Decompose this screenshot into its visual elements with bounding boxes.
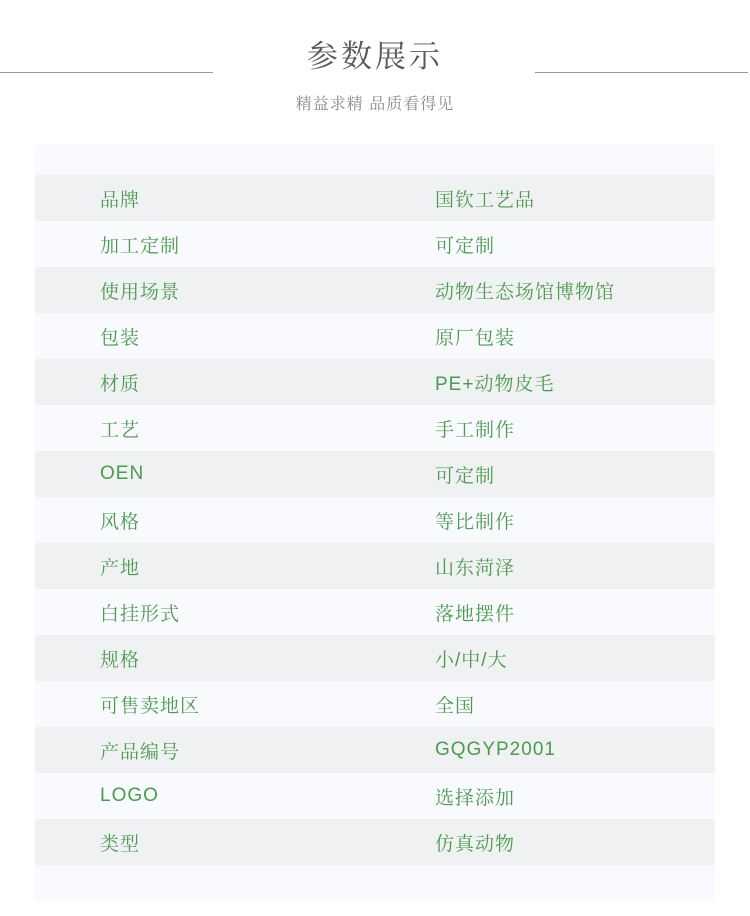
- table-row: [35, 819, 715, 865]
- table-row: [35, 313, 715, 359]
- table-row: [35, 589, 715, 635]
- param-label: 加工定制: [100, 235, 181, 257]
- param-label: 白挂形式: [100, 603, 181, 625]
- param-label: 规格: [100, 649, 141, 671]
- param-value: 选择添加: [435, 787, 516, 809]
- title-divider-left: [0, 72, 213, 73]
- param-value: 全国: [435, 695, 476, 717]
- param-label: 类型: [100, 833, 141, 855]
- param-label: 风格: [100, 511, 141, 533]
- param-value: 落地摆件: [435, 603, 516, 625]
- param-label: 使用场景: [100, 281, 181, 303]
- param-label: 品牌: [100, 189, 141, 211]
- table-row: [35, 727, 715, 773]
- param-value: 可定制: [435, 235, 496, 257]
- param-value: GQGYP2001: [435, 739, 556, 760]
- param-value: 等比制作: [435, 511, 516, 533]
- page-title: 参数展示: [307, 39, 443, 74]
- parameter-table: [35, 145, 715, 901]
- title-divider-right: [535, 72, 748, 73]
- param-label: 产品编号: [100, 741, 181, 763]
- table-row: [35, 267, 715, 313]
- page-subtitle: 精益求精 品质看得见: [295, 96, 455, 113]
- table-row: [35, 543, 715, 589]
- table-row: [35, 497, 715, 543]
- param-value: 国钦工艺品: [435, 189, 536, 211]
- param-value: 可定制: [435, 465, 496, 487]
- table-row: [35, 359, 715, 405]
- param-value: 仿真动物: [435, 833, 516, 855]
- param-value: 山东菏泽: [435, 557, 516, 579]
- param-value: PE+动物皮毛: [435, 373, 555, 395]
- param-label: OEN: [100, 463, 145, 484]
- param-label: 可售卖地区: [100, 695, 201, 717]
- section-header: [0, 0, 750, 145]
- table-row: [35, 773, 715, 819]
- parameter-rows: [35, 175, 715, 865]
- param-label: 产地: [100, 557, 141, 579]
- table-row: [35, 175, 715, 221]
- table-row: [35, 635, 715, 681]
- table-row: [35, 681, 715, 727]
- param-label: 工艺: [100, 419, 141, 441]
- param-value: 小/中/大: [435, 649, 508, 671]
- param-value: 动物生态场馆博物馆: [435, 281, 616, 303]
- table-row: [35, 451, 715, 497]
- param-value: 手工制作: [435, 419, 516, 441]
- table-row: [35, 405, 715, 451]
- table-row: [35, 221, 715, 267]
- param-label: 材质: [100, 373, 141, 395]
- param-label: LOGO: [100, 785, 159, 806]
- param-value: 原厂包装: [435, 327, 516, 349]
- param-label: 包装: [100, 327, 141, 349]
